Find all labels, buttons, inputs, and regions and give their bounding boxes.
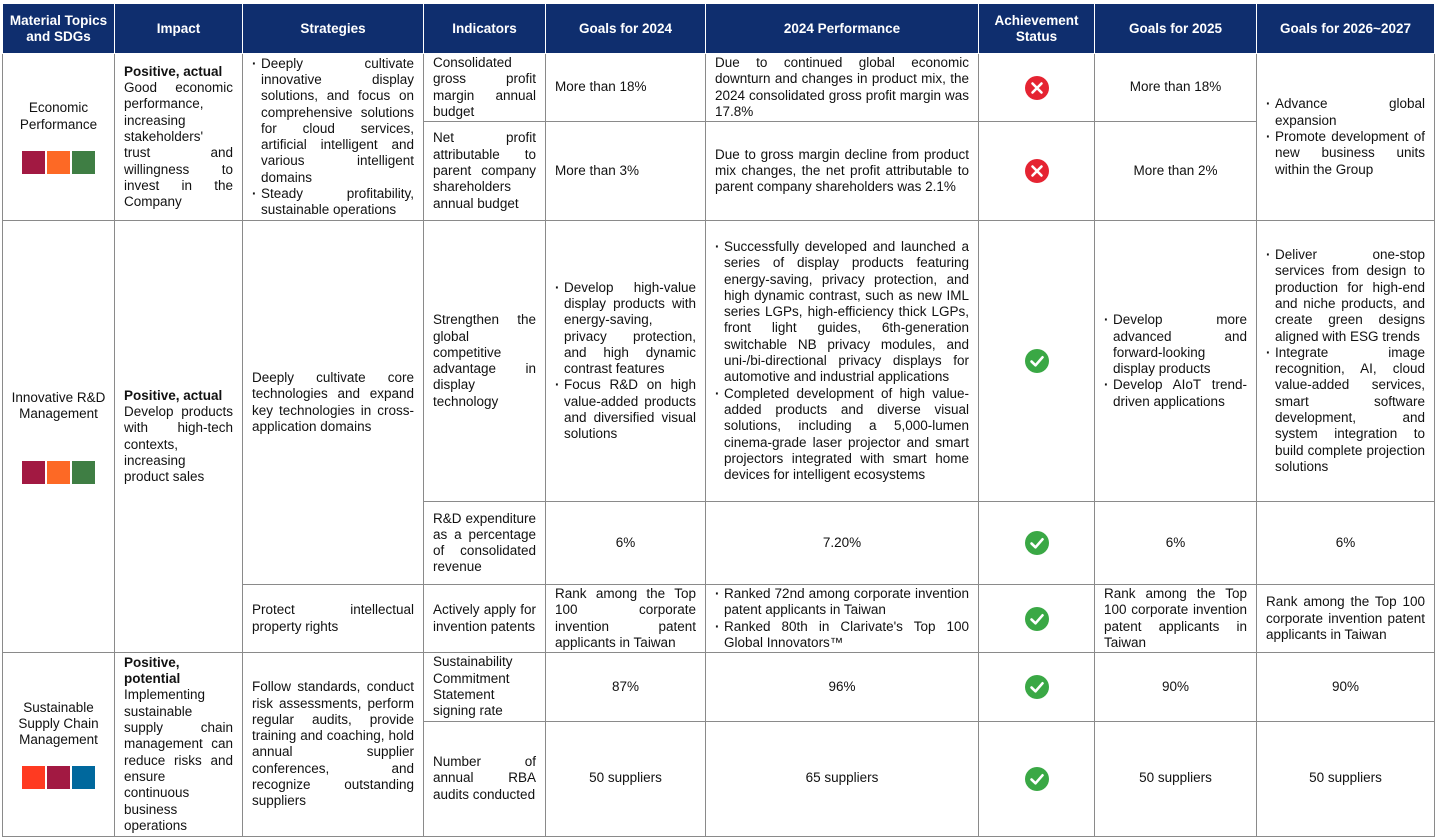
goal-2026-cell — [1257, 54, 1435, 221]
header-topic: Material Topics and SDGs — [3, 4, 115, 54]
status-cell — [979, 54, 1095, 122]
impact-text: Good economic performance, increasing stakeholders' trust and willingness to invest in the Company — [124, 80, 233, 210]
list-item: · Completed development of high value-added products and diverse visual solutions, including a 5,000-lumen cinema-grade laser projector and smart projectors integrated with smart home devices for intelligent ecosystems — [715, 386, 969, 484]
goal-2024-cell: 6% — [546, 502, 706, 585]
list-item: · Focus R&D on high value-added products and diversified visual solutions — [555, 377, 696, 442]
header-impact: Impact — [115, 4, 243, 54]
goal-2025-cell — [1095, 221, 1257, 502]
goal-2026-cell: 90% — [1257, 653, 1435, 721]
list-item: · Ranked 72nd among corporate invention patent applicants in Taiwan — [715, 586, 969, 619]
goal-2025-cell: 50 suppliers — [1095, 721, 1257, 836]
goal-2025-cell: 6% — [1095, 502, 1257, 585]
goal-2025-cell: More than 2% — [1095, 122, 1257, 221]
indicator-cell: Actively apply for invention patents — [424, 585, 546, 653]
list-item: · Steady profitability, sustainable operations — [252, 186, 414, 219]
sdg-icons — [7, 151, 110, 174]
list-item: · Ranked 80th in Clarivate's Top 100 Global Innovators™ — [715, 619, 969, 652]
list-item: · Promote development of new business units within the Group — [1266, 129, 1425, 178]
goal-2026-cell: Rank among the Top 100 corporate invention patent applicants in Taiwan — [1257, 585, 1435, 653]
header-goals-2024: Goals for 2024 — [546, 4, 706, 54]
goal-2024-cell: 87% — [546, 653, 706, 721]
sdg-12-icon — [72, 151, 95, 174]
table-row — [3, 653, 1435, 721]
material-topics-table — [2, 3, 1435, 837]
status-cell — [979, 585, 1095, 653]
strategy-cell: Follow standards, conduct risk assessments, perform regular audits, provide training and coaching, hold annual supplier conferences, and recognize outstanding suppliers — [243, 653, 424, 836]
header-goals-2026-2027: Goals for 2026~2027 — [1257, 4, 1435, 54]
indicator-cell: Number of annual RBA audits conducted — [424, 721, 546, 836]
impact-title: Positive, actual — [124, 63, 223, 79]
sdg-icons — [7, 766, 110, 789]
topic-label: Innovative R&D Management — [11, 389, 106, 422]
table-row — [3, 221, 1435, 502]
goal-2024-cell: Rank among the Top 100 corporate invention patent applicants in Taiwan — [546, 585, 706, 653]
list-item: · Advance global expansion — [1266, 96, 1425, 129]
header-achievement-status: Achievement Status — [979, 4, 1095, 54]
status-cell — [979, 502, 1095, 585]
sdg-9-icon — [47, 461, 70, 484]
goal-2025-cell: 90% — [1095, 653, 1257, 721]
goal-2025-cell: More than 18% — [1095, 54, 1257, 122]
impact-supply — [115, 653, 243, 836]
topic-label: Economic Performance — [19, 100, 98, 132]
impact-text: Develop products with high-tech contexts, increasing product sales — [124, 404, 233, 485]
sdg-8-icon — [22, 461, 45, 484]
performance-cell: 65 suppliers — [706, 721, 979, 836]
sdg-5-icon — [22, 766, 45, 789]
achieved-icon — [1025, 531, 1049, 555]
strategy-cell: Deeply cultivate core technologies and expand key technologies in cross-application domains — [243, 221, 424, 585]
indicator-cell: Consolidated gross profit margin annual budget — [424, 54, 546, 122]
topic-rnd — [3, 221, 115, 653]
status-cell — [979, 221, 1095, 502]
indicator-cell: Sustainability Commitment Statement signing rate — [424, 653, 546, 721]
sdg-icons — [7, 461, 110, 484]
not-achieved-icon — [1025, 159, 1049, 183]
impact-economic — [115, 54, 243, 221]
header-indicators: Indicators — [424, 4, 546, 54]
performance-cell: Due to continued global economic downturn and changes in product mix, the 2024 consolidated gross profit margin was 17.8% — [706, 54, 979, 122]
status-cell — [979, 721, 1095, 836]
impact-rnd — [115, 221, 243, 653]
header-goals-2025: Goals for 2025 — [1095, 4, 1257, 54]
list-item: · Deliver one-stop services from design to production for high-end and niche products, and create green designs aligned with ESG trends — [1266, 247, 1425, 345]
impact-title: Positive, actual — [124, 387, 223, 403]
impact-text: Implementing sustainable supply chain management can reduce risks and ensure continuous business operations — [124, 687, 233, 833]
list-item: · Successfully developed and launched a series of display products featuring energy-saving, privacy protection, and high dynamic contrast, such as new IML series LGPs, high-efficiency thick LGPs, front light guides, 6th-generation switchable NB privacy modules, and uni-/bi-directional privacy displays for automotive and industrial applications — [715, 239, 969, 386]
sdg-16-icon — [72, 766, 95, 789]
achieved-icon — [1025, 675, 1049, 699]
table-row — [3, 54, 1435, 122]
list-item: · Develop high-value display products with energy-saving, privacy protection, and high dynamic contrast features — [555, 280, 696, 378]
header-row — [3, 4, 1435, 54]
achieved-icon — [1025, 607, 1049, 631]
goal-2026-cell: 50 suppliers — [1257, 721, 1435, 836]
strategies-economic — [243, 54, 424, 221]
performance-cell: 96% — [706, 653, 979, 721]
goal-2025-cell: Rank among the Top 100 corporate invention patent applicants in Taiwan — [1095, 585, 1257, 653]
achieved-icon — [1025, 349, 1049, 373]
topic-economic — [3, 54, 115, 221]
sdg-9-icon — [47, 151, 70, 174]
header-strategies: Strategies — [243, 4, 424, 54]
sdg-8-icon — [22, 151, 45, 174]
header-performance-2024: 2024 Performance — [706, 4, 979, 54]
impact-title: Positive, potential — [124, 654, 181, 687]
goal-2026-cell: 6% — [1257, 502, 1435, 585]
list-item: · Deeply cultivate innovative display solutions, and focus on comprehensive solutions for cloud services, artificial intelligent and various intelligent domains — [252, 56, 414, 186]
goal-2024-cell — [546, 221, 706, 502]
list-item: · Develop more advanced and forward-looking display products — [1104, 312, 1247, 377]
status-cell — [979, 653, 1095, 721]
list-item: · Integrate image recognition, AI, cloud value-added services, smart software development, and system integration to build complete projection solutions — [1266, 345, 1425, 475]
topic-label: Sustainable Supply Chain Management — [18, 699, 99, 748]
strategy-cell: Protect intellectual property rights — [243, 585, 424, 653]
goal-2024-cell: 50 suppliers — [546, 721, 706, 836]
goal-2026-cell — [1257, 221, 1435, 502]
performance-cell — [706, 221, 979, 502]
indicator-cell: R&D expenditure as a percentage of consolidated revenue — [424, 502, 546, 585]
goal-2024-cell: More than 3% — [546, 122, 706, 221]
topic-supply — [3, 653, 115, 836]
sdg-8-icon — [47, 766, 70, 789]
achieved-icon — [1025, 767, 1049, 791]
performance-cell: Due to gross margin decline from product mix changes, the net profit attributable to parent company shareholders was 2.1% — [706, 122, 979, 221]
performance-cell — [706, 585, 979, 653]
list-item: · Develop AIoT trend-driven applications — [1104, 377, 1247, 410]
status-cell — [979, 122, 1095, 221]
indicator-cell: Net profit attributable to parent company shareholders annual budget — [424, 122, 546, 221]
performance-cell: 7.20% — [706, 502, 979, 585]
goal-2024-cell: More than 18% — [546, 54, 706, 122]
not-achieved-icon — [1025, 76, 1049, 100]
sdg-12-icon — [72, 461, 95, 484]
indicator-cell: Strengthen the global competitive advantage in display technology — [424, 221, 546, 502]
